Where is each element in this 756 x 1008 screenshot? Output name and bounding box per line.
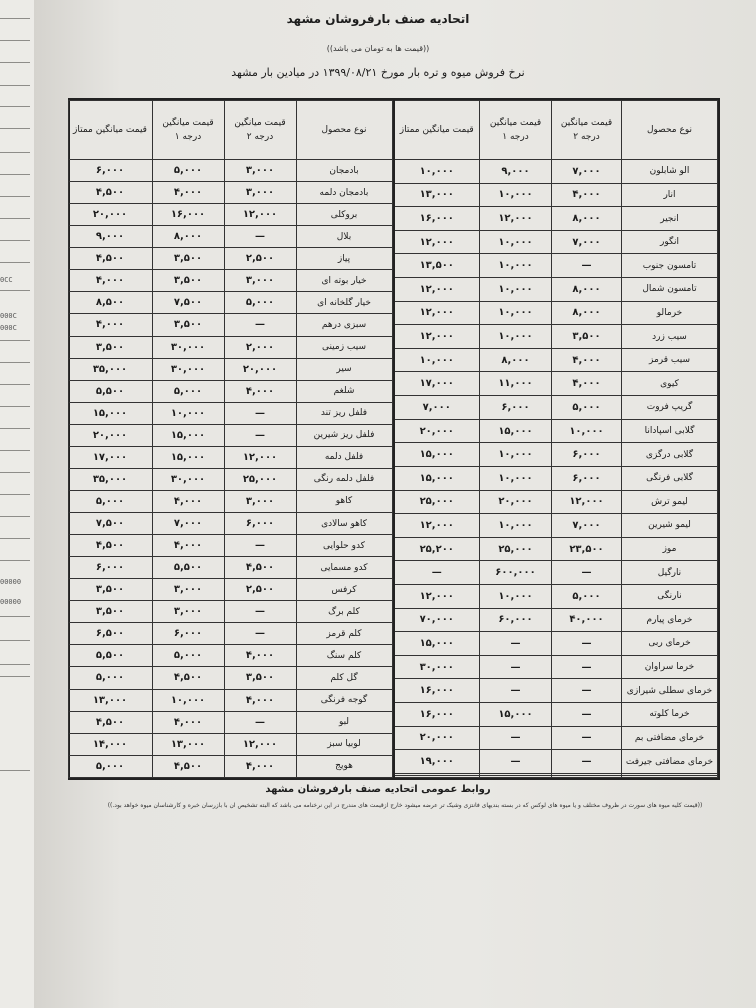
grade2-price-cell: ۷,۰۰۰ bbox=[552, 160, 622, 184]
table-row bbox=[394, 584, 718, 608]
grade1-price-cell: ۳,۵۰۰ bbox=[152, 248, 224, 270]
grade2-price-cell: ۴,۰۰۰ bbox=[552, 372, 622, 396]
table-row bbox=[68, 711, 392, 733]
premium-price-cell: ۳۵,۰۰۰ bbox=[68, 468, 152, 490]
grade2-price-cell: ۳,۰۰۰ bbox=[224, 182, 296, 204]
grade2-price-cell: ۴,۰۰۰ bbox=[224, 380, 296, 402]
premium-price-cell: ۲۰,۰۰۰ bbox=[394, 726, 480, 750]
header-product: نوع محصول bbox=[296, 101, 392, 160]
table-row bbox=[394, 419, 718, 443]
grade2-price-cell: — bbox=[224, 623, 296, 645]
grade1-price-cell: ۶۰۰,۰۰۰ bbox=[480, 561, 552, 585]
premium-price-cell: ۱۶,۰۰۰ bbox=[394, 703, 480, 727]
product-name-cell: گریپ فروت bbox=[622, 396, 718, 420]
grade1-price-cell: ۱۰,۰۰۰ bbox=[480, 466, 552, 490]
premium-price-cell: ۴,۵۰۰ bbox=[68, 711, 152, 733]
premium-price-cell: ۹,۰۰۰ bbox=[68, 226, 152, 248]
table-row bbox=[394, 443, 718, 467]
fruits-table bbox=[393, 100, 719, 778]
grade1-price-cell: ۶,۰۰۰ bbox=[152, 623, 224, 645]
premium-price-cell: ۱۵,۰۰۰ bbox=[394, 466, 480, 490]
grade1-price-cell: ۳,۰۰۰ bbox=[152, 601, 224, 623]
table-row bbox=[394, 230, 718, 254]
premium-price-cell: ۱۵,۰۰۰ bbox=[394, 632, 480, 656]
premium-price-cell: ۱۳,۰۰۰ bbox=[394, 183, 480, 207]
table-row bbox=[394, 632, 718, 656]
grade1-price-cell: ۳,۵۰۰ bbox=[152, 270, 224, 292]
premium-price-cell: ۱۶,۰۰۰ bbox=[394, 679, 480, 703]
grade1-price-cell: ۱۰,۰۰۰ bbox=[152, 402, 224, 424]
grade1-price-cell: ۶۰,۰۰۰ bbox=[480, 608, 552, 632]
grade1-price-cell: — bbox=[480, 632, 552, 656]
table-row bbox=[68, 226, 392, 248]
product-name-cell: کاهو سالادی bbox=[296, 513, 392, 535]
grade1-price-cell: ۱۵,۰۰۰ bbox=[152, 424, 224, 446]
product-name-cell: خرما سراوان bbox=[622, 655, 718, 679]
product-name-cell: گوجه فرنگی bbox=[296, 689, 392, 711]
premium-price-cell: ۳۵,۰۰۰ bbox=[68, 358, 152, 380]
table-row bbox=[394, 348, 718, 372]
product-name-cell: کدو حلوایی bbox=[296, 535, 392, 557]
table-row bbox=[68, 689, 392, 711]
premium-price-cell: ۱۵,۰۰۰ bbox=[68, 402, 152, 424]
header-product: نوع محصول bbox=[622, 101, 718, 160]
premium-price-cell: ۵,۰۰۰ bbox=[68, 667, 152, 689]
table-row bbox=[394, 490, 718, 514]
grade2-price-cell: ۴,۰۰۰ bbox=[224, 755, 296, 777]
grade2-price-cell: ۴,۰۰۰ bbox=[224, 689, 296, 711]
premium-price-cell: ۱۹,۰۰۰ bbox=[394, 750, 480, 774]
product-name-cell: خرمای سطلی شیرازی bbox=[622, 679, 718, 703]
grade2-price-cell: ۲۵,۰۰۰ bbox=[224, 468, 296, 490]
grade2-price-cell: ۴,۰۰۰ bbox=[224, 645, 296, 667]
product-name-cell: خرمای مضافتی جیرفت bbox=[622, 750, 718, 774]
grade1-price-cell: — bbox=[480, 655, 552, 679]
grade2-price-cell: — bbox=[552, 655, 622, 679]
grade2-price-cell: — bbox=[552, 726, 622, 750]
fruits-table-body bbox=[394, 160, 718, 778]
product-name-cell: خرمای مضافتی بم bbox=[622, 726, 718, 750]
product-name-cell: لیمو شیرین bbox=[622, 514, 718, 538]
grade2-price-cell: ۱۰,۰۰۰ bbox=[552, 419, 622, 443]
product-name-cell: خرمای پیارم bbox=[622, 608, 718, 632]
grade2-price-cell: ۲۳,۵۰۰ bbox=[552, 537, 622, 561]
grade1-price-cell: ۸,۰۰۰ bbox=[480, 348, 552, 372]
grade2-price-cell: ۲۰,۰۰۰ bbox=[224, 358, 296, 380]
product-name-cell: بلال bbox=[296, 226, 392, 248]
product-name-cell: سیر bbox=[296, 358, 392, 380]
document-title: اتحادیه صنف بارفروشان مشهد bbox=[286, 12, 470, 26]
grade1-price-cell: ۱۰,۰۰۰ bbox=[480, 278, 552, 302]
vegetables-header-row bbox=[68, 101, 392, 160]
grade2-price-cell: ۳,۵۰۰ bbox=[552, 325, 622, 349]
grade2-price-cell: — bbox=[224, 601, 296, 623]
grade1-price-cell: ۴,۰۰۰ bbox=[152, 182, 224, 204]
table-row bbox=[394, 703, 718, 727]
product-name-cell: خیار گلخانه ای bbox=[296, 292, 392, 314]
grade1-price-cell: — bbox=[480, 750, 552, 774]
table-row bbox=[394, 207, 718, 231]
grade2-price-cell: ۷,۰۰۰ bbox=[552, 230, 622, 254]
vegetables-table-body bbox=[68, 160, 392, 778]
premium-price-cell: ۵,۵۰۰ bbox=[68, 645, 152, 667]
table-row bbox=[394, 254, 718, 278]
table-row bbox=[68, 424, 392, 446]
product-name-cell: گلابی فرنگی bbox=[622, 466, 718, 490]
vegetables-table bbox=[68, 100, 393, 778]
grade1-price-cell: ۱۵,۰۰۰ bbox=[480, 703, 552, 727]
document-subtitle: نرخ فروش میوه و تره بار مورخ ۱۳۹۹/۰۸/۲۱ در میادین بار مشهد bbox=[231, 66, 525, 79]
premium-price-cell: ۶,۰۰۰ bbox=[68, 557, 152, 579]
grade1-price-cell: ۵,۵۰۰ bbox=[152, 557, 224, 579]
table-row bbox=[394, 514, 718, 538]
premium-price-cell: ۱۳,۵۰۰ bbox=[394, 254, 480, 278]
premium-price-cell: ۶,۵۰۰ bbox=[68, 623, 152, 645]
premium-price-cell: ۱۲,۰۰۰ bbox=[394, 230, 480, 254]
grade2-price-cell: ۴,۵۰۰ bbox=[224, 557, 296, 579]
table-row bbox=[68, 204, 392, 226]
premium-price-cell: ۳,۵۰۰ bbox=[68, 601, 152, 623]
grade2-price-cell: ۵,۰۰۰ bbox=[224, 292, 296, 314]
grade1-price-cell: ۲۰,۰۰۰ bbox=[480, 490, 552, 514]
product-name-cell: سیب قرمز bbox=[622, 348, 718, 372]
product-name-cell: بادمجان دلمه bbox=[296, 182, 392, 204]
product-name-cell: کرفس bbox=[296, 579, 392, 601]
table-row bbox=[394, 561, 718, 585]
grade2-price-cell: ۱۲,۰۰۰ bbox=[224, 446, 296, 468]
grade1-price-cell: ۱۰,۰۰۰ bbox=[480, 443, 552, 467]
header-grade1: قیمت میانگین درجه ۱ bbox=[152, 101, 224, 160]
product-name-cell: کاهو bbox=[296, 490, 392, 512]
table-row bbox=[68, 336, 392, 358]
product-name-cell: سیب زمینی bbox=[296, 336, 392, 358]
table-row bbox=[68, 645, 392, 667]
grade1-price-cell: ۶,۰۰۰ bbox=[480, 396, 552, 420]
grade1-price-cell: — bbox=[480, 726, 552, 750]
grade2-price-cell: ۶,۰۰۰ bbox=[552, 466, 622, 490]
grade2-price-cell: — bbox=[552, 679, 622, 703]
grade1-price-cell: ۸,۰۰۰ bbox=[152, 226, 224, 248]
grade2-price-cell: ۳,۰۰۰ bbox=[224, 270, 296, 292]
header-premium: قیمت میانگین ممتاز bbox=[394, 101, 480, 160]
premium-price-cell: ۲۰,۰۰۰ bbox=[394, 419, 480, 443]
footer-note: ((قیمت کلیه میوه های سورت در ظروف مختلف و یا میوه های لوکس که در بسته بندیهای فانتزی وشیک تر عرضه میشود خارج ازقیمت های مندرج در این نرخنامه می باشد که البته تشخیص آن با بازرسان خبره و کارشناسان میوه خواهد بود.)) bbox=[107, 802, 703, 809]
grade2-price-cell: ۲,۰۰۰ bbox=[224, 336, 296, 358]
header-grade2: قیمت میانگین درجه ۲ bbox=[552, 101, 622, 160]
grade1-price-cell: ۴,۰۰۰ bbox=[152, 535, 224, 557]
table-row bbox=[68, 601, 392, 623]
premium-price-cell: ۱۲,۰۰۰ bbox=[394, 301, 480, 325]
grade1-price-cell: — bbox=[480, 679, 552, 703]
fruits-header-row bbox=[394, 101, 718, 160]
premium-price-cell: ۱۲,۰۰۰ bbox=[394, 514, 480, 538]
table-row bbox=[394, 750, 718, 774]
currency-note: ((قیمت ها به تومان می باشد)) bbox=[326, 44, 430, 53]
product-name-cell: گلابی درگزی bbox=[622, 443, 718, 467]
product-name-cell: انجیر bbox=[622, 207, 718, 231]
grade2-price-cell: — bbox=[552, 703, 622, 727]
grade1-price-cell: ۱۰,۰۰۰ bbox=[480, 325, 552, 349]
product-name-cell: خرمالو bbox=[622, 301, 718, 325]
grade2-price-cell: ۲,۵۰۰ bbox=[224, 248, 296, 270]
grade1-price-cell: ۲۵,۰۰۰ bbox=[480, 537, 552, 561]
grade1-price-cell: ۱۳,۰۰۰ bbox=[152, 733, 224, 755]
table-row bbox=[394, 396, 718, 420]
premium-price-cell: ۲۵,۲۰۰ bbox=[394, 537, 480, 561]
product-name-cell: انار bbox=[622, 183, 718, 207]
grade1-price-cell: ۱۵,۰۰۰ bbox=[480, 419, 552, 443]
premium-price-cell: ۱۰,۰۰۰ bbox=[394, 348, 480, 372]
premium-price-cell: ۱۷,۰۰۰ bbox=[394, 372, 480, 396]
product-name-cell: موز bbox=[622, 537, 718, 561]
product-name-cell: فلفل ریز شیرین bbox=[296, 424, 392, 446]
grade1-price-cell: ۱۰,۰۰۰ bbox=[480, 230, 552, 254]
product-name-cell: گل کلم bbox=[296, 667, 392, 689]
table-row bbox=[68, 557, 392, 579]
grade2-price-cell: ۱۲,۰۰۰ bbox=[552, 490, 622, 514]
table-row bbox=[394, 775, 718, 777]
grade2-price-cell: ۴,۰۰۰ bbox=[552, 183, 622, 207]
table-row bbox=[394, 655, 718, 679]
table-row bbox=[68, 380, 392, 402]
product-name-cell: انگور bbox=[622, 230, 718, 254]
product-name-cell: سبزی درهم bbox=[296, 314, 392, 336]
table-row bbox=[68, 358, 392, 380]
table-row bbox=[68, 623, 392, 645]
grade1-price-cell: ۱۶,۰۰۰ bbox=[152, 204, 224, 226]
grade1-price-cell: ۱۰,۰۰۰ bbox=[480, 254, 552, 278]
table-row bbox=[394, 372, 718, 396]
premium-price-cell: ۷۰,۰۰۰ bbox=[394, 608, 480, 632]
grade1-price-cell: ۱۰,۰۰۰ bbox=[480, 514, 552, 538]
premium-price-cell: ۳,۵۰۰ bbox=[68, 579, 152, 601]
product-name-cell: هویج bbox=[296, 755, 392, 777]
table-row bbox=[394, 160, 718, 184]
premium-price-cell: ۴,۰۰۰ bbox=[68, 314, 152, 336]
premium-price-cell: ۵,۵۰۰ bbox=[68, 380, 152, 402]
premium-price-cell: ۷,۵۰۰ bbox=[68, 513, 152, 535]
premium-price-cell: ۸,۵۰۰ bbox=[68, 292, 152, 314]
premium-price-cell bbox=[394, 775, 480, 777]
grade2-price-cell: ۷,۰۰۰ bbox=[552, 514, 622, 538]
grade1-price-cell bbox=[480, 775, 552, 777]
premium-price-cell: — bbox=[394, 561, 480, 585]
premium-price-cell: ۱۲,۰۰۰ bbox=[394, 584, 480, 608]
grade1-price-cell: ۴,۰۰۰ bbox=[152, 490, 224, 512]
grade2-price-cell: ۲,۵۰۰ bbox=[224, 579, 296, 601]
product-name-cell: کیوی bbox=[622, 372, 718, 396]
grade2-price-cell: ۱۲,۰۰۰ bbox=[224, 204, 296, 226]
header-grade1: قیمت میانگین درجه ۱ bbox=[480, 101, 552, 160]
premium-price-cell: ۱۵,۰۰۰ bbox=[394, 443, 480, 467]
product-name-cell: تامسون جنوب bbox=[622, 254, 718, 278]
premium-price-cell: ۱۳,۰۰۰ bbox=[68, 689, 152, 711]
premium-price-cell: ۲۰,۰۰۰ bbox=[68, 424, 152, 446]
grade1-price-cell: ۳۰,۰۰۰ bbox=[152, 468, 224, 490]
grade2-price-cell: ۸,۰۰۰ bbox=[552, 301, 622, 325]
table-row bbox=[68, 402, 392, 424]
premium-price-cell: ۶,۰۰۰ bbox=[68, 160, 152, 182]
product-name-cell: خیار بوته ای bbox=[296, 270, 392, 292]
product-name-cell: فلفل دلمه رنگی bbox=[296, 468, 392, 490]
premium-price-cell: ۱۴,۰۰۰ bbox=[68, 733, 152, 755]
table-row bbox=[394, 608, 718, 632]
grade1-price-cell: ۳,۵۰۰ bbox=[152, 314, 224, 336]
grade2-price-cell: — bbox=[552, 254, 622, 278]
premium-price-cell: ۴,۵۰۰ bbox=[68, 248, 152, 270]
product-name-cell: کلم برگ bbox=[296, 601, 392, 623]
premium-price-cell: ۵,۰۰۰ bbox=[68, 755, 152, 777]
product-name-cell: بروکلی bbox=[296, 204, 392, 226]
product-name-cell: گلابی اسپادانا bbox=[622, 419, 718, 443]
grade1-price-cell: ۴,۵۰۰ bbox=[152, 667, 224, 689]
table-row bbox=[68, 182, 392, 204]
grade2-price-cell: — bbox=[552, 750, 622, 774]
table-row bbox=[68, 579, 392, 601]
table-row bbox=[394, 325, 718, 349]
grade2-price-cell: ۶,۰۰۰ bbox=[224, 513, 296, 535]
product-name-cell: خرما کلوته bbox=[622, 703, 718, 727]
grade2-price-cell: ۴۰,۰۰۰ bbox=[552, 608, 622, 632]
grade2-price-cell: ۳,۰۰۰ bbox=[224, 490, 296, 512]
grade2-price-cell: ۳,۰۰۰ bbox=[224, 160, 296, 182]
grade2-price-cell: — bbox=[552, 561, 622, 585]
grade2-price-cell: — bbox=[224, 535, 296, 557]
header-grade2: قیمت میانگین درجه ۲ bbox=[224, 101, 296, 160]
grade1-price-cell: ۱۱,۰۰۰ bbox=[480, 372, 552, 396]
product-name-cell: فلفل ریز تند bbox=[296, 402, 392, 424]
product-name-cell: فلفل دلمه bbox=[296, 446, 392, 468]
grade2-price-cell: — bbox=[552, 632, 622, 656]
product-name-cell: نارنگی bbox=[622, 584, 718, 608]
price-tables bbox=[68, 98, 720, 780]
grade2-price-cell: ۸,۰۰۰ bbox=[552, 278, 622, 302]
table-row bbox=[394, 278, 718, 302]
grade2-price-cell: ۵,۰۰۰ bbox=[552, 584, 622, 608]
premium-price-cell: ۱۷,۰۰۰ bbox=[68, 446, 152, 468]
product-name-cell: لیمو ترش bbox=[622, 490, 718, 514]
product-name-cell: تامسون شمال bbox=[622, 278, 718, 302]
product-name-cell: کدو مسمایی bbox=[296, 557, 392, 579]
table-row bbox=[68, 667, 392, 689]
grade1-price-cell: ۱۵,۰۰۰ bbox=[152, 446, 224, 468]
product-name-cell: کلم قرمز bbox=[296, 623, 392, 645]
premium-price-cell: ۷,۰۰۰ bbox=[394, 396, 480, 420]
table-row bbox=[68, 733, 392, 755]
premium-price-cell: ۴,۰۰۰ bbox=[68, 270, 152, 292]
table-row bbox=[394, 466, 718, 490]
product-name-cell: نارگیل bbox=[622, 561, 718, 585]
premium-price-cell: ۴,۵۰۰ bbox=[68, 182, 152, 204]
product-name-cell: لوبیا سبز bbox=[296, 733, 392, 755]
grade1-price-cell: ۳۰,۰۰۰ bbox=[152, 358, 224, 380]
table-row bbox=[68, 468, 392, 490]
grade1-price-cell: ۷,۵۰۰ bbox=[152, 292, 224, 314]
grade2-price-cell: ۸,۰۰۰ bbox=[552, 207, 622, 231]
premium-price-cell: ۱۶,۰۰۰ bbox=[394, 207, 480, 231]
premium-price-cell: ۲۵,۰۰۰ bbox=[394, 490, 480, 514]
table-row bbox=[68, 248, 392, 270]
premium-price-cell: ۵,۰۰۰ bbox=[68, 490, 152, 512]
grade1-price-cell: ۱۰,۰۰۰ bbox=[152, 689, 224, 711]
product-name-cell: لبو bbox=[296, 711, 392, 733]
grade2-price-cell: — bbox=[224, 711, 296, 733]
table-row bbox=[394, 679, 718, 703]
grade1-price-cell: ۳۰,۰۰۰ bbox=[152, 336, 224, 358]
grade2-price-cell bbox=[552, 775, 622, 777]
grade1-price-cell: ۱۲,۰۰۰ bbox=[480, 207, 552, 231]
product-name-cell: الو شابلون bbox=[622, 160, 718, 184]
grade1-price-cell: ۴,۰۰۰ bbox=[152, 711, 224, 733]
table-row bbox=[68, 535, 392, 557]
header-premium: قیمت میانگین ممتاز bbox=[68, 101, 152, 160]
grade1-price-cell: ۳,۰۰۰ bbox=[152, 579, 224, 601]
table-row bbox=[394, 726, 718, 750]
product-name-cell: خرمای ربی bbox=[622, 632, 718, 656]
premium-price-cell: ۱۲,۰۰۰ bbox=[394, 325, 480, 349]
grade1-price-cell: ۵,۰۰۰ bbox=[152, 380, 224, 402]
grade2-price-cell: ۵,۰۰۰ bbox=[552, 396, 622, 420]
grade1-price-cell: ۴,۵۰۰ bbox=[152, 755, 224, 777]
underlying-page-edge: 0CC 000C 000C 00000 00000 bbox=[0, 0, 35, 1008]
grade1-price-cell: ۵,۰۰۰ bbox=[152, 645, 224, 667]
table-row bbox=[68, 314, 392, 336]
grade1-price-cell: ۹,۰۰۰ bbox=[480, 160, 552, 184]
grade1-price-cell: ۱۰,۰۰۰ bbox=[480, 584, 552, 608]
premium-price-cell: ۳۰,۰۰۰ bbox=[394, 655, 480, 679]
product-name-cell bbox=[622, 775, 718, 777]
grade2-price-cell: ۳,۵۰۰ bbox=[224, 667, 296, 689]
table-row bbox=[68, 292, 392, 314]
grade1-price-cell: ۷,۰۰۰ bbox=[152, 513, 224, 535]
table-row bbox=[68, 490, 392, 512]
grade1-price-cell: ۱۰,۰۰۰ bbox=[480, 301, 552, 325]
product-name-cell: پیاز bbox=[296, 248, 392, 270]
table-row bbox=[68, 513, 392, 535]
table-row bbox=[394, 183, 718, 207]
product-name-cell: بادمجان bbox=[296, 160, 392, 182]
grade1-price-cell: ۵,۰۰۰ bbox=[152, 160, 224, 182]
table-row bbox=[394, 301, 718, 325]
premium-price-cell: ۲۰,۰۰۰ bbox=[68, 204, 152, 226]
table-row bbox=[68, 446, 392, 468]
premium-price-cell: ۱۲,۰۰۰ bbox=[394, 278, 480, 302]
grade2-price-cell: ۴,۰۰۰ bbox=[552, 348, 622, 372]
premium-price-cell: ۴,۵۰۰ bbox=[68, 535, 152, 557]
grade2-price-cell: ۱۲,۰۰۰ bbox=[224, 733, 296, 755]
grade2-price-cell: — bbox=[224, 314, 296, 336]
table-row bbox=[68, 160, 392, 182]
table-row bbox=[68, 270, 392, 292]
footer-title: روابط عمومی اتحادیه صنف بارفروشان مشهد bbox=[265, 784, 491, 795]
grade2-price-cell: — bbox=[224, 226, 296, 248]
product-name-cell: شلغم bbox=[296, 380, 392, 402]
premium-price-cell: ۱۰,۰۰۰ bbox=[394, 160, 480, 184]
table-row bbox=[394, 537, 718, 561]
table-row bbox=[68, 755, 392, 777]
grade2-price-cell: — bbox=[224, 424, 296, 446]
grade2-price-cell: — bbox=[224, 402, 296, 424]
grade2-price-cell: ۶,۰۰۰ bbox=[552, 443, 622, 467]
product-name-cell: سیب زرد bbox=[622, 325, 718, 349]
premium-price-cell: ۳,۵۰۰ bbox=[68, 336, 152, 358]
grade1-price-cell: ۱۰,۰۰۰ bbox=[480, 183, 552, 207]
product-name-cell: کلم سنگ bbox=[296, 645, 392, 667]
